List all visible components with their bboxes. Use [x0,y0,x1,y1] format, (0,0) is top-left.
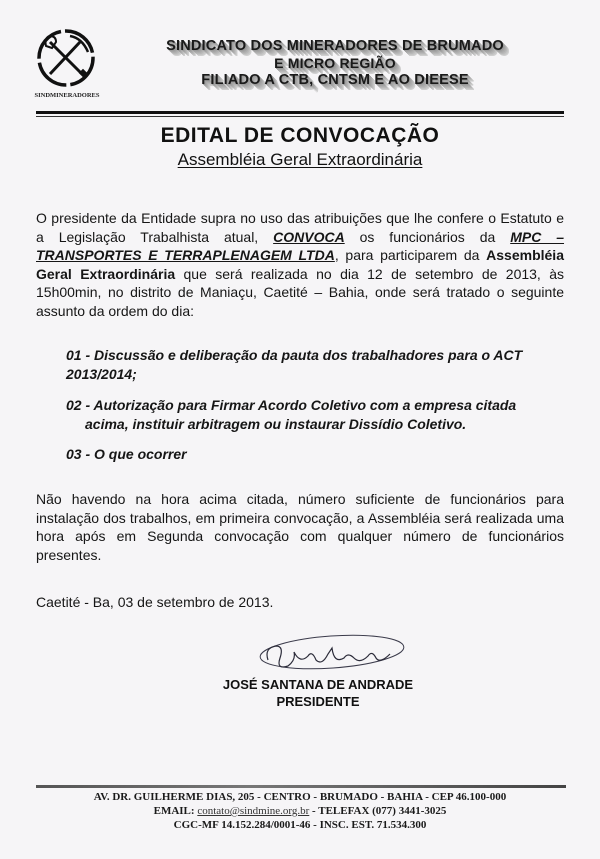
header-divider-thin [36,116,564,117]
footer-address: AV. DR. GUILHERME DIAS, 205 - CENTRO - BRUMADO - BAHIA - CEP 46.100-000 [93,791,507,803]
agenda-text: O que ocorrer [94,446,187,462]
agenda-item-3 [66,445,546,464]
agenda-continuation: acima, instituir arbitragem ou instaurar Dissídio Coletivo. [85,415,467,432]
telefax: - TELEFAX (077) 3441-3025 [309,805,447,817]
agenda-item-1 [66,346,546,383]
crossed-shovel-pickaxe-icon [36,28,96,88]
logo-caption: SINDMINERADORES [34,92,100,99]
convoca-emphasis: CONVOCA [273,228,345,245]
closing-paragraph: Não havendo na hora acima citada, número suficiente de funcionários para instalação dos trabalhos, em primeira convocação, a Assembléia será realizada uma hora após em Segunda convocação com qualquer número de funcionários presentes. [36,491,564,563]
footer-divider [36,785,566,788]
handwritten-signature-icon [250,630,410,678]
signer-role: PRESIDENTE [276,694,360,709]
footer-registration: CGC-MF 14.152.284/0001-46 - INSC. EST. 71.534.300 [173,819,427,831]
intro-text-2: os funcionários da [344,228,511,245]
agenda-text: Autorização para Firmar Acordo Coletivo com a empresa citada [93,397,517,413]
signer-block [0,676,600,710]
email-label: EMAIL: [153,805,198,817]
email-link[interactable]: contato@sindmine.org.br [197,805,310,817]
header-divider [36,111,564,114]
intro-text-4: que será realizada no dia 12 de setembro de 2013, às 15h00min, no distrito de Maniaçu, Caetité – Bahia, onde será tratado o seguinte assunto da ordem do dia: [36,265,564,319]
agenda-continuation: 2013/2014; [66,365,137,382]
document-title: EDITAL DE CONVOCAÇÃO [160,124,440,147]
intro-text-3: , para participarem da [334,247,487,263]
intro-paragraph [36,209,564,320]
agenda-item-2 [66,396,546,433]
footer-email-line [0,804,600,818]
org-line-1: SINDICATO DOS MINERADORES DE BRUMADO [166,38,504,54]
agenda-number: 01 - [66,347,95,363]
organization-name [110,38,560,89]
intro-text-1: O presidente da Entidade supra no uso das atribuições que lhe confere o Estatuto e a Legislação Trabalhista atual, [36,210,564,245]
company-name: MPC – TRANSPORTES E TERRAPLENAGEM LTDA [36,228,565,263]
agenda-text: Discussão e deliberação da pauta dos trabalhadores para o ACT [94,347,523,363]
document-subtitle: Assembléia Geral Extraordinária [177,150,423,169]
org-line-2: E MICRO REGIÃO [274,55,396,71]
signer-name: JOSÉ SANTANA DE ANDRADE [222,677,414,692]
assembly-name: Assembléia Geral Extraordinária [36,247,564,282]
org-line-3: FILIADO A CTB, CNTSM E AO DIEESE [201,72,469,88]
date-line: Caetité - Ba, 03 de setembro de 2013. [36,594,274,610]
footer-contact [0,790,600,832]
agenda-number: 03 - [66,446,95,462]
agenda-number: 02 - [66,397,94,413]
